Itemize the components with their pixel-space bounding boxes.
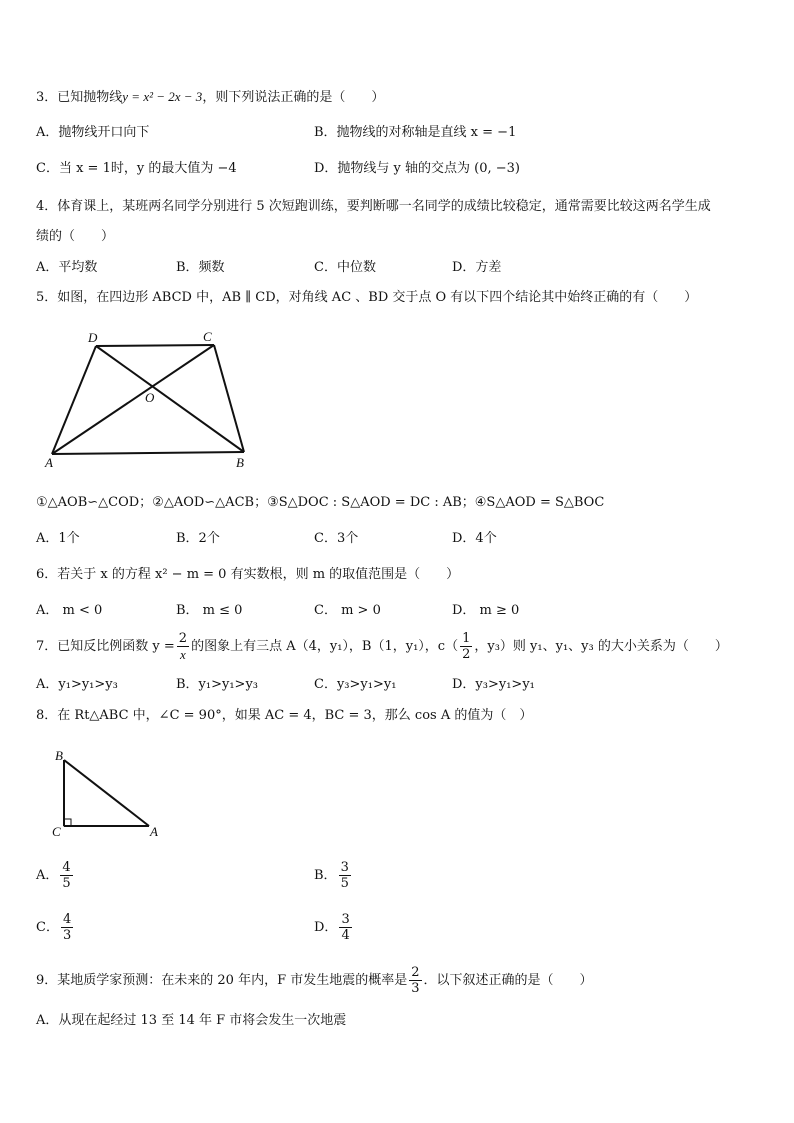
- q8-option-d-label: D．: [314, 920, 338, 935]
- q8-option-b-label: B．: [314, 868, 337, 883]
- q8-option-c-label: C．: [36, 920, 59, 935]
- q8-option-a-label: A．: [36, 868, 59, 883]
- q8-side-ab: [64, 760, 149, 826]
- q5-conclusions: ①△AOB∽△COD；②△AOD∽△ACB；③S△DOC : S△AOD = DC : AB；④S△AOD = S△BOC: [36, 495, 605, 510]
- q3-stem: [36, 88, 384, 107]
- q9-option-a[interactable]: A．从现在起经过 13 至 14 年 F 市将会发生一次地震: [36, 1013, 347, 1028]
- q3-option-b[interactable]: B．抛物线的对称轴是直线 x = −1: [314, 125, 517, 140]
- q7-fraction-den: x: [180, 647, 186, 662]
- q5-side-dc: [96, 345, 214, 346]
- q6-option-b[interactable]: B． m ≤ 0: [176, 603, 243, 618]
- q8-option-a[interactable]: [36, 858, 75, 894]
- q6-option-a[interactable]: A． m < 0: [36, 603, 103, 618]
- q9-stem-suffix: ．以下叙述正确的是（ ）: [423, 973, 593, 988]
- q5-trapezoid-figure: [40, 326, 270, 472]
- q7-stem-middle: 的图象上有三点 A（4，y₁），B（1，y₁），c（: [191, 639, 459, 654]
- q8-option-c-den: 3: [62, 928, 72, 943]
- q7-fraction-num: 2: [178, 631, 188, 646]
- q5-option-b[interactable]: B．2个: [176, 531, 220, 546]
- q4-option-d[interactable]: D．方差: [452, 260, 502, 275]
- q7-stem: [36, 630, 728, 664]
- q4-option-b[interactable]: B．频数: [176, 260, 225, 275]
- q8-label-c: C: [52, 824, 61, 839]
- q3-stem-suffix: ，则下列说法正确的是（ ）: [202, 90, 385, 105]
- q8-option-d-num: 3: [341, 912, 350, 927]
- q5-diagonal-ac: [52, 345, 214, 454]
- q8-option-c-fraction: [61, 912, 73, 943]
- q5-option-a[interactable]: A．1个: [36, 531, 80, 546]
- q3-equation: y = x² − 2x − 3: [122, 89, 203, 104]
- q9-stem-prefix: 9．某地质学家预测：在未来的 20 年内，F 市发生地震的概率是: [36, 973, 408, 988]
- q5-side-ba: [52, 452, 244, 454]
- q3-stem-prefix: 3．已知抛物线: [36, 90, 123, 105]
- q6-stem: 6．若关于 x 的方程 x² − m = 0 有实数根，则 m 的取值范围是（ ）: [36, 567, 460, 582]
- q8-option-c-num: 4: [62, 912, 72, 927]
- q5-option-c[interactable]: C．3个: [314, 531, 359, 546]
- q5-stem: 5．如图，在四边形 ABCD 中，AB ∥ CD，对角线 AC 、BD 交于点 O 有以下四个结论其中始终正确的有（ ）: [36, 290, 698, 305]
- q8-option-d-den: 4: [341, 928, 350, 943]
- q8-label-a: A: [150, 824, 158, 839]
- q3-option-a[interactable]: A．抛物线开口向下: [36, 125, 150, 140]
- q8-option-d-fraction: [339, 912, 351, 943]
- q8-option-a-den: 5: [62, 876, 71, 891]
- q7-option-d[interactable]: D．y₃>y₁>y₁: [452, 677, 535, 692]
- q9-fraction-den: 3: [411, 981, 420, 996]
- q8-stem: 8．在 Rt△ABC 中，∠C = 90°，如果 AC = 4，BC = 3，那么 cos A 的值为（ ）: [36, 708, 533, 723]
- q8-option-b[interactable]: [314, 858, 353, 894]
- q7-fraction2-den: 2: [462, 647, 471, 662]
- q8-option-a-fraction: [60, 860, 72, 891]
- q5-diagonal-bd: [96, 346, 244, 452]
- q8-right-triangle-figure: [46, 746, 176, 841]
- q8-option-d[interactable]: [314, 910, 354, 946]
- q5-side-ad: [52, 346, 96, 454]
- q4-stem-line2: 绩的（ ）: [36, 229, 115, 244]
- q8-option-b-num: 3: [340, 860, 349, 875]
- q9-fraction: [409, 965, 421, 996]
- q8-option-c[interactable]: [36, 910, 75, 946]
- q6-option-d[interactable]: D． m ≥ 0: [452, 603, 520, 618]
- q7-option-b[interactable]: B．y₁>y₁>y₃: [176, 677, 259, 692]
- q4-option-a[interactable]: A．平均数: [36, 260, 98, 275]
- q8-option-a-num: 4: [62, 860, 71, 875]
- q7-stem-prefix: 7．已知反比例函数 y =: [36, 639, 175, 654]
- q9-stem: [36, 963, 593, 999]
- q7-option-c[interactable]: C．y₃>y₁>y₁: [314, 677, 397, 692]
- q7-option-a[interactable]: A．y₁>y₁>y₃: [36, 677, 118, 692]
- q4-option-c[interactable]: C．中位数: [314, 260, 376, 275]
- q7-fraction-1-over-2: [460, 631, 472, 662]
- q7-fraction-2-over-x: [177, 631, 189, 662]
- q5-label-d: D: [88, 330, 98, 345]
- q8-option-b-den: 5: [340, 876, 349, 891]
- q7-stem-suffix: ，y₃）则 y₁、y₁、y₃ 的大小关系为（ ）: [474, 639, 728, 654]
- q5-label-c: C: [203, 329, 212, 344]
- q8-option-b-fraction: [339, 860, 351, 891]
- q9-fraction-num: 2: [411, 965, 420, 980]
- q4-stem-line1: 4．体育课上，某班两名同学分别进行 5 次短跑训练，要判断哪一名同学的成绩比较稳定，通常需要比较这两名学生成: [36, 199, 711, 214]
- q5-label-b: B: [236, 455, 244, 470]
- q3-option-c[interactable]: C．当 x = 1时，y 的最大值为 −4: [36, 161, 237, 176]
- q5-option-d[interactable]: D．4个: [452, 531, 497, 546]
- q5-label-o: O: [145, 390, 155, 405]
- q7-fraction2-num: 1: [462, 631, 471, 646]
- q6-option-c[interactable]: C． m > 0: [314, 603, 381, 618]
- q8-label-b: B: [55, 748, 63, 763]
- q8-right-angle-mark: [64, 819, 71, 826]
- q5-side-cb: [214, 345, 244, 452]
- q3-option-d[interactable]: D．抛物线与 y 轴的交点为 (0, −3): [314, 161, 521, 176]
- q5-label-a: A: [45, 455, 53, 470]
